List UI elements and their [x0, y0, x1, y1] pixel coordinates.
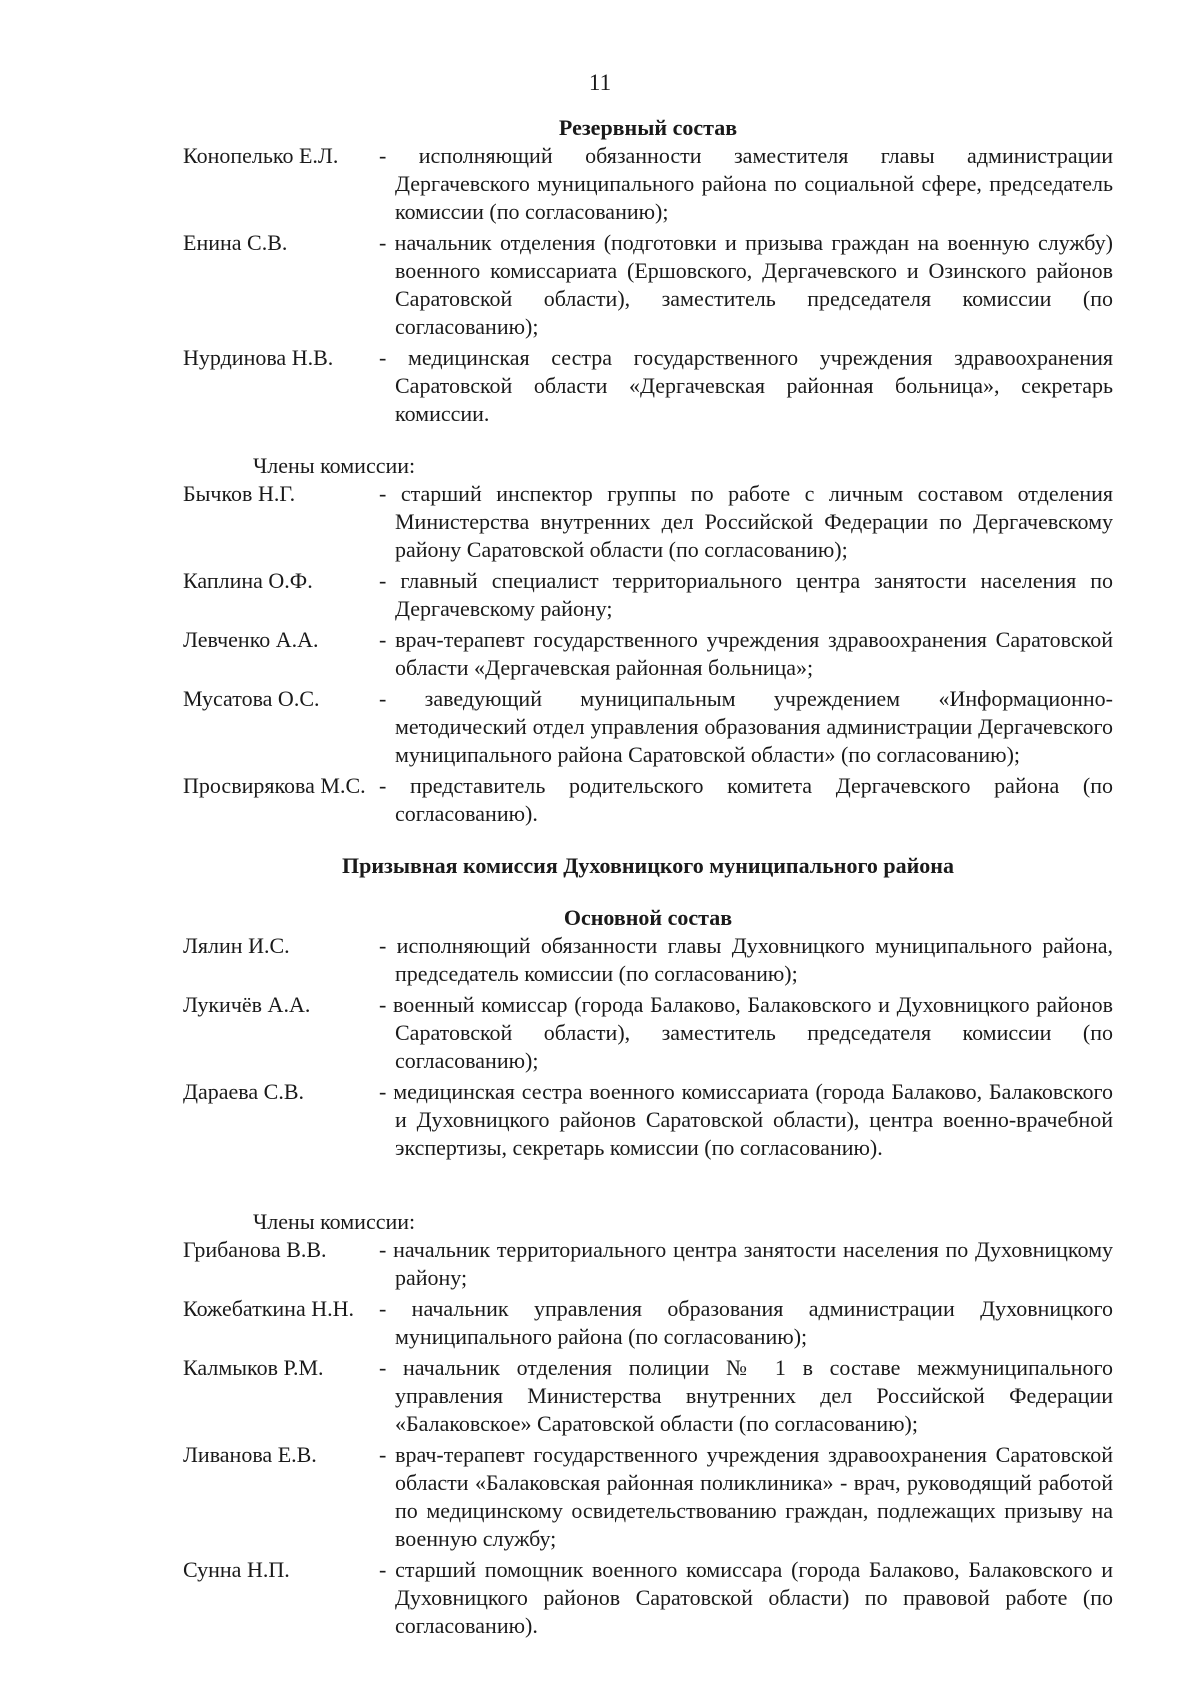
- members-label: Члены комиссии:: [253, 1209, 416, 1234]
- list-item: [183, 1236, 1113, 1292]
- reserve-list: [183, 142, 1113, 428]
- member-name: Бычков Н.Г.: [183, 481, 296, 506]
- member-role: - врач-терапевт государственного учреждения здравоохранения Саратовской области «Дергачевская районная больница»;: [379, 627, 1113, 680]
- list-item: [183, 685, 1113, 769]
- list-item: [183, 1441, 1113, 1553]
- member-name: Просвирякова М.С.: [183, 773, 366, 798]
- member-role: - военный комиссар (города Балаково, Балаковского и Духовницкого районов Саратовской области), заместитель председателя комиссии (по согласованию);: [379, 992, 1113, 1073]
- list-item: [183, 932, 1113, 988]
- member-name: Мусатова О.С.: [183, 686, 320, 711]
- list-item: [183, 1295, 1113, 1351]
- member-name: Енина С.В.: [183, 230, 288, 255]
- list-item: [183, 772, 1113, 828]
- section-heading: Призывная комиссия Духовницкого муниципального района: [342, 853, 954, 878]
- document-body: [183, 114, 1113, 1643]
- member-name: Каплина О.Ф.: [183, 568, 313, 593]
- members-label: Члены комиссии:: [253, 453, 416, 478]
- members-list: [183, 1236, 1113, 1640]
- list-item: [183, 344, 1113, 428]
- member-name: Дараева С.В.: [183, 1079, 305, 1104]
- member-name: Грибанова В.В.: [183, 1237, 327, 1262]
- main-heading: Основной состав: [563, 905, 733, 930]
- list-item: [183, 142, 1113, 226]
- member-name: Сунна Н.П.: [183, 1557, 290, 1582]
- member-role: - исполняющий обязанности заместителя главы администрации Дергачевского муниципального района по социальной сфере, председатель комиссии (по согласованию);: [379, 143, 1113, 224]
- member-name: Кожебаткина Н.Н.: [183, 1296, 354, 1321]
- list-item: [183, 480, 1113, 564]
- member-role: - исполняющий обязанности главы Духовницкого муниципального района, председатель комиссии (по согласованию);: [379, 933, 1113, 986]
- member-role: - заведующий муниципальным учреждением «Информационно-методический отдел управления образования администрации Дергачевского муниципального района Саратовской области» (по согласованию);: [379, 686, 1113, 767]
- member-role: - старший инспектор группы по работе с личным составом отделения Министерства внутренних дел Российской Федерации по Дергачевскому району Саратовской области (по согласованию);: [379, 481, 1113, 562]
- member-name: Лукичёв А.А.: [183, 992, 311, 1017]
- member-name: Лялин И.С.: [183, 933, 290, 958]
- member-role: - представитель родительского комитета Дергачевского района (по согласованию).: [379, 773, 1113, 826]
- list-item: [183, 1556, 1113, 1640]
- main-list: [183, 932, 1113, 1162]
- member-name: Конопелько Е.Л.: [183, 143, 339, 168]
- member-role: - начальник отделения (подготовки и призыва граждан на военную службу) военного комиссариата (Ершовского, Дергачевского и Озинского районов Саратовской области), заместитель председателя комиссии (по согласованию);: [379, 230, 1113, 339]
- list-item: [183, 1078, 1113, 1162]
- member-name: Нурдинова Н.В.: [183, 345, 334, 370]
- list-item: [183, 229, 1113, 341]
- list-item: [183, 567, 1113, 623]
- member-role: - врач-терапевт государственного учреждения здравоохранения Саратовской области «Балаковская районная поликлиника» - врач, руководящий работой по медицинскому освидетельствованию граждан, подлежащих призыву на военную службу;: [379, 1442, 1113, 1551]
- members-list: [183, 480, 1113, 828]
- member-role: - начальник отделения полиции № 1 в составе межмуниципального управления Министерства внутренних дел Российской Федерации «Балаковское» Саратовской области (по согласованию);: [379, 1355, 1113, 1436]
- member-name: Калмыков Р.М.: [183, 1355, 324, 1380]
- member-role: - медицинская сестра военного комиссариата (города Балаково, Балаковского и Духовницкого районов Саратовской области), центра военно-врачебной экспертизы, секретарь комиссии (по согласованию).: [379, 1079, 1113, 1160]
- member-role: - главный специалист территориального центра занятости населения по Дергачевскому району;: [379, 568, 1113, 621]
- list-item: [183, 991, 1113, 1075]
- list-item: [183, 1354, 1113, 1438]
- member-role: - начальник управления образования администрации Духовницкого муниципального района (по согласованию);: [379, 1296, 1113, 1349]
- page-number: 11: [588, 70, 612, 95]
- member-role: - медицинская сестра государственного учреждения здравоохранения Саратовской области «Дергачевская районная больница», секретарь комиссии.: [379, 345, 1113, 426]
- list-item: [183, 626, 1113, 682]
- member-role: - начальник территориального центра занятости населения по Духовницкому району;: [379, 1237, 1113, 1290]
- member-name: Левченко А.А.: [183, 627, 319, 652]
- reserve-heading: Резервный состав: [558, 115, 738, 140]
- member-name: Ливанова Е.В.: [183, 1442, 317, 1467]
- member-role: - старший помощник военного комиссара (города Балаково, Балаковского и Духовницкого районов Саратовской области) по правовой работе (по согласованию).: [379, 1557, 1113, 1638]
